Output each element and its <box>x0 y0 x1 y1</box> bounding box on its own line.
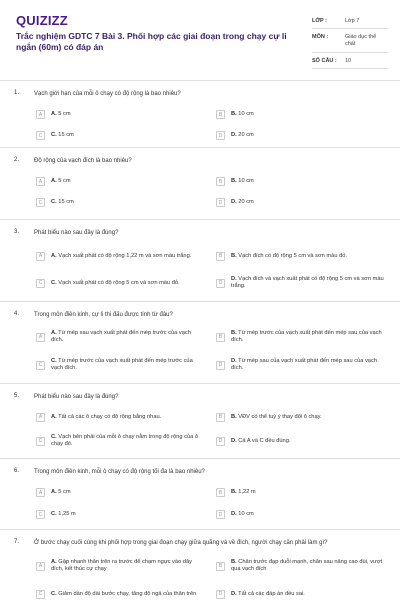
option-letter: D. <box>231 276 237 282</box>
option-label: Vạch đích và vạch xuất phát có độ rộng 5 cm và sơn màu trắng. <box>231 276 384 289</box>
option-letter: C. <box>51 511 57 517</box>
option-text <box>51 358 204 372</box>
option-text <box>51 199 74 206</box>
option-text <box>231 132 254 139</box>
option-label: 10 cm <box>238 511 254 517</box>
meta-divider <box>312 28 388 29</box>
option-letter: D. <box>231 132 237 138</box>
option-label: Từ mép sau vạch xuất phát đến mép trước của vạch đích. <box>51 330 191 343</box>
option-letter: B. <box>231 489 237 495</box>
option-d[interactable] <box>216 510 384 519</box>
option-letter: D. <box>231 358 237 364</box>
option-key-box: A <box>36 413 45 422</box>
option-b[interactable] <box>216 249 384 263</box>
question-number: 4. <box>14 311 20 317</box>
option-b[interactable] <box>216 110 384 119</box>
option-text <box>231 330 384 344</box>
option-c[interactable] <box>36 587 204 600</box>
question-number: 5. <box>14 393 20 399</box>
option-label: Từ mép sau của vạch xuất phát đến mép sau của vạch đích. <box>231 358 377 371</box>
option-letter: A. <box>51 252 57 259</box>
option-c[interactable] <box>36 276 204 290</box>
option-label: Vạch xuất phát có độ rộng 5 cm và sơn màu đỏ. <box>58 279 180 286</box>
question-text: Ở bước chạy cuối cùng khi phối hợp trong giai đoạn chạy giữa quãng và về đích, người chạy cần phải làm gì? <box>34 540 328 546</box>
option-letter: B. <box>231 252 237 259</box>
option-letter: A. <box>51 559 57 565</box>
option-key-box: D <box>216 590 225 599</box>
option-label: Cả A và C đều đúng. <box>238 437 291 444</box>
option-letter: A. <box>51 413 57 420</box>
option-c[interactable] <box>36 198 204 207</box>
question-number: 6. <box>14 468 20 474</box>
option-key-box: C <box>36 437 45 446</box>
option-a[interactable] <box>36 559 204 573</box>
option-letter: B. <box>231 413 237 420</box>
question-text: Phát biểu nào sau đây là đúng? <box>34 394 119 400</box>
option-text <box>231 358 384 372</box>
option-label: Chân trước đạp duỗi mạnh, chân sau nâng cao đùi, vượt qua vạch đích <box>231 559 383 572</box>
option-letter: D. <box>231 590 237 597</box>
option-a[interactable] <box>36 177 204 186</box>
option-text <box>51 132 74 139</box>
option-label: Từ mép trước của vạch xuất phát đến mép sau của vạch đích. <box>231 330 382 343</box>
question-number: 1. <box>14 90 20 96</box>
option-text <box>51 591 196 598</box>
option-key-box: A <box>36 333 45 342</box>
option-c[interactable] <box>36 131 204 140</box>
option-key-box: B <box>216 333 225 342</box>
option-label: Vạch bên phải của mỗi ô chạy nằm trong độ rộng của ô chạy đó. <box>51 434 199 447</box>
option-text <box>51 253 191 260</box>
option-b[interactable] <box>216 559 384 573</box>
meta-divider <box>312 52 388 53</box>
subject-value: Giáo dục thể chất <box>345 34 377 47</box>
question-text: Phát biểu nào sau đây là đúng? <box>34 230 119 236</box>
option-key-box: D <box>216 131 225 140</box>
option-label: Vạch xuất phát có độ rộng 1,22 m và sơn màu trắng. <box>58 252 192 259</box>
option-d[interactable] <box>216 587 384 600</box>
option-c[interactable] <box>36 434 204 448</box>
option-label: 5 cm <box>58 178 71 184</box>
quizizz-logo: QUIZIZZ <box>16 13 68 28</box>
option-text <box>231 178 254 185</box>
option-a[interactable] <box>36 249 204 263</box>
option-text <box>51 559 204 573</box>
option-label: 1,25 m <box>58 511 76 517</box>
option-label: 15 cm <box>58 132 74 138</box>
option-text <box>231 414 322 421</box>
option-a[interactable] <box>36 330 204 344</box>
option-text <box>231 438 290 445</box>
option-key-box: C <box>36 131 45 140</box>
option-letter: A. <box>51 330 57 336</box>
meta-divider <box>312 68 388 69</box>
option-letter: A. <box>51 178 57 184</box>
option-key-box: B <box>216 562 225 571</box>
grade-label: LỚP : <box>312 18 327 24</box>
question-text: Trong môn điền kinh, cự li thi đấu được tính từ đâu? <box>34 312 173 318</box>
question-divider <box>0 147 400 148</box>
option-d[interactable] <box>216 131 384 140</box>
option-label: 20 cm <box>238 199 254 205</box>
option-key-box: B <box>216 252 225 261</box>
option-label: Giảm dần độ dài bước chạy, tăng độ ngả của thân trên <box>58 590 197 597</box>
option-text <box>231 111 254 118</box>
option-d[interactable] <box>216 276 384 290</box>
option-key-box: D <box>216 437 225 446</box>
option-label: 5 cm <box>58 489 71 495</box>
option-label: 20 cm <box>238 132 254 138</box>
option-text <box>51 511 76 518</box>
option-key-box: C <box>36 198 45 207</box>
option-text <box>51 178 71 185</box>
question-text: Độ rộng của vạch đích là bao nhiêu? <box>34 158 132 164</box>
option-letter: B. <box>231 111 237 117</box>
option-key-box: D <box>216 279 225 288</box>
option-key-box: A <box>36 252 45 261</box>
option-label: 5 cm <box>58 111 71 117</box>
option-text <box>231 559 384 573</box>
option-key-box: B <box>216 110 225 119</box>
option-letter: C. <box>51 279 57 286</box>
option-b[interactable] <box>216 330 384 344</box>
option-a[interactable] <box>36 488 204 497</box>
option-text <box>231 591 305 598</box>
option-a[interactable] <box>36 110 204 119</box>
option-key-box: C <box>36 279 45 288</box>
question-text: Trong môn điền kinh, mỗi ô chạy có độ rộng tối đa là bao nhiêu? <box>34 469 205 475</box>
option-text <box>231 276 384 290</box>
question-count-value: 10 <box>345 58 352 64</box>
option-b[interactable] <box>216 177 384 186</box>
option-b[interactable] <box>216 410 384 424</box>
question-divider <box>0 529 400 530</box>
option-letter: D. <box>231 437 237 444</box>
question-divider <box>0 219 400 220</box>
option-letter: B. <box>231 330 237 336</box>
option-letter: A. <box>51 489 57 495</box>
option-label: 10 cm <box>238 178 254 184</box>
option-d[interactable] <box>216 198 384 207</box>
option-b[interactable] <box>216 488 384 497</box>
option-text <box>51 330 204 344</box>
option-key-box: D <box>216 510 225 519</box>
option-text <box>231 489 256 496</box>
option-key-box: A <box>36 488 45 497</box>
option-label: 15 cm <box>58 199 74 205</box>
option-text <box>231 511 254 518</box>
option-text <box>51 111 71 118</box>
option-letter: C. <box>51 434 57 440</box>
option-key-box: D <box>216 198 225 207</box>
option-key-box: A <box>36 110 45 119</box>
option-text <box>231 253 347 260</box>
question-number: 7. <box>14 539 20 545</box>
option-c[interactable] <box>36 510 204 519</box>
header-divider <box>0 80 400 81</box>
option-c[interactable] <box>36 358 204 372</box>
page-header <box>0 0 400 78</box>
option-letter: C. <box>51 199 57 205</box>
option-letter: B. <box>231 178 237 184</box>
option-key-box: A <box>36 177 45 186</box>
question-number: 2. <box>14 157 20 163</box>
grade-value: Lớp 7 <box>345 18 360 24</box>
option-d[interactable] <box>216 434 384 448</box>
option-text <box>231 199 254 206</box>
option-key-box: B <box>216 177 225 186</box>
option-key-box: D <box>216 361 225 370</box>
question-text: Vạch giới hạn của mỗi ô chạy có độ rộng là bao nhiêu? <box>34 91 181 97</box>
option-letter: D. <box>231 199 237 205</box>
option-key-box: C <box>36 590 45 599</box>
option-key-box: B <box>216 413 225 422</box>
option-key-box: C <box>36 510 45 519</box>
page-title: Trắc nghiệm GDTC 7 Bài 3. Phối hợp các giai đoạn trong chạy cự li ngắn (60m) có đáp án <box>16 31 287 52</box>
option-letter: C. <box>51 132 57 138</box>
option-label: VĐV có thể tuỳ ý thay đổi ô chạy. <box>238 413 322 420</box>
option-letter: B. <box>231 559 237 565</box>
option-label: Từ mép trước của vạch xuất phát đến mép trước của vạch đích. <box>51 358 193 371</box>
question-divider <box>0 383 400 384</box>
question-count-label: SỐ CÂU : <box>312 58 337 64</box>
option-text <box>51 434 204 448</box>
option-text <box>51 414 161 421</box>
option-letter: C. <box>51 358 57 364</box>
option-label: 1,22 m <box>238 489 256 495</box>
option-label: Tất cả các ô chạy có độ rộng bằng nhau. <box>58 413 162 420</box>
question-number: 3. <box>14 229 20 235</box>
option-key-box: A <box>36 562 45 571</box>
option-label: 10 cm <box>238 111 254 117</box>
option-letter: C. <box>51 590 57 597</box>
question-divider <box>0 301 400 302</box>
option-letter: D. <box>231 511 237 517</box>
option-label: Gập nhanh thân trên ra trước để chạm ngực vào dây đích, kết thúc cự chạy <box>51 559 192 572</box>
option-label: Vạch đích có độ rộng 5 cm và sơn màu đỏ. <box>238 252 347 259</box>
question-divider <box>0 458 400 459</box>
option-d[interactable] <box>216 358 384 372</box>
option-key-box: C <box>36 361 45 370</box>
option-text <box>51 280 180 287</box>
option-text <box>51 489 71 496</box>
option-letter: A. <box>51 111 57 117</box>
option-label: Tất cả các đáp án đều sai. <box>238 590 305 597</box>
option-key-box: B <box>216 488 225 497</box>
subject-label: MÔN : <box>312 34 329 40</box>
option-a[interactable] <box>36 410 204 424</box>
